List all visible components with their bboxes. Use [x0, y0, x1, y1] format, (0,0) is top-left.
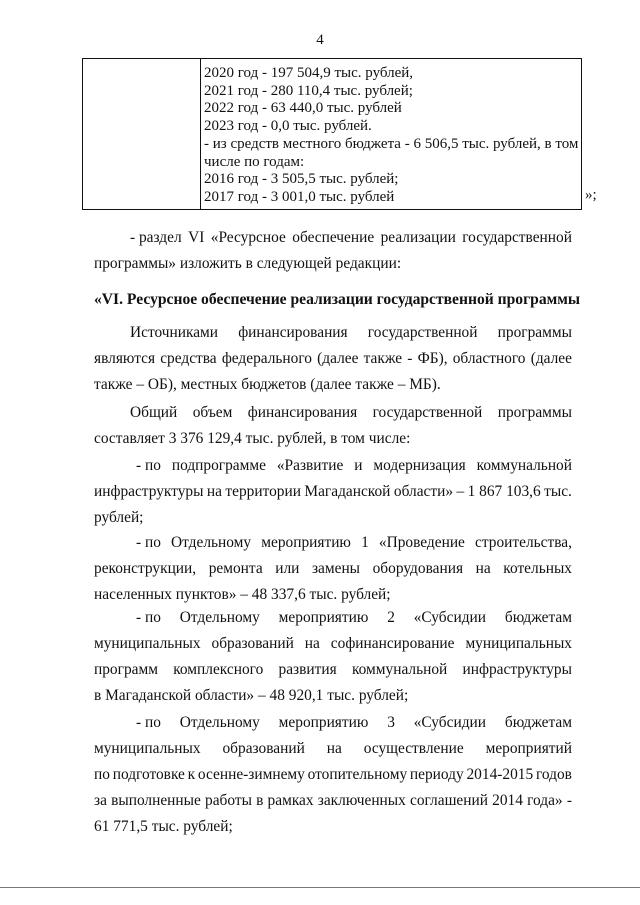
- justified-line: по подготовке к осенне-зимнему отопительному периоду 2014-2015 годов: [94, 766, 572, 783]
- justified-line: программ комплексного развития коммунальной инфраструктуры: [94, 661, 572, 678]
- justified-line: - по Отдельному мероприятию 2 «Субсидии бюджетам: [136, 609, 572, 626]
- list-item-subprogram: [94, 453, 572, 531]
- justified-line: инфраструктуры на территории Магаданской области» – 1 867 103,6 тыс.: [94, 483, 572, 500]
- text-line: в Магаданской области» – 48 920,1 тыс. рублей;: [94, 687, 409, 704]
- justified-line: - по Отдельному мероприятию 3 «Субсидии бюджетам: [136, 714, 572, 731]
- table-column-divider: [200, 59, 201, 209]
- paragraph-sources: [94, 320, 572, 398]
- justified-line: Общий объем финансирования государственной программы: [130, 404, 572, 421]
- text-line: также – ОБ), местных бюджетов (далее также – МБ).: [94, 376, 441, 393]
- justified-line: за выполненные работы в рамках заключенных соглашений 2014 года» -: [94, 792, 572, 809]
- section-heading: «VI. Ресурсное обеспечение реализации государственной программы: [94, 291, 581, 308]
- text-line: программы» изложить в следующей редакции:: [94, 255, 402, 272]
- table-line: 2023 год - 0,0 тыс. рублей.: [204, 118, 372, 135]
- page-number: 4: [316, 32, 324, 48]
- justified-line: реконструкции, ремонта или замены оборудования на котельных: [94, 560, 572, 577]
- table-line: числе по годам:: [204, 153, 305, 170]
- table-line: 2021 год - 280 110,4 тыс. рублей;: [204, 82, 413, 99]
- text-line: рублей;: [94, 509, 144, 526]
- table-line: 2022 год - 63 440,0 тыс. рублей: [204, 100, 402, 117]
- list-item-measure-3: [94, 710, 572, 840]
- justified-line: Источниками финансирования государственной программы: [130, 324, 572, 341]
- text-line: составляет 3 376 129,4 тыс. рублей, в том числе:: [94, 430, 411, 447]
- table-line: 2020 год - 197 504,9 тыс. рублей,: [204, 65, 414, 81]
- list-item-measure-1: [94, 530, 572, 608]
- justified-line: - по Отдельному мероприятию 1 «Проведение строительства,: [136, 534, 572, 551]
- budget-table: [82, 58, 582, 210]
- table-cell-budget-years: [204, 65, 578, 207]
- paragraph-total: [94, 400, 572, 452]
- intro-paragraph: [94, 225, 572, 277]
- justified-line: являются средства федерального (далее также - ФБ), областного (далее: [94, 350, 572, 367]
- table-line: 2016 год - 3 505,5 тыс. рублей;: [204, 171, 399, 188]
- text-line: 61 771,5 тыс. рублей;: [94, 818, 233, 835]
- text-line: населенных пунктов» – 48 337,6 тыс. рублей;: [94, 586, 391, 603]
- justified-line: - раздел VI «Ресурсное обеспечение реализации государственной: [130, 229, 572, 246]
- list-item-measure-2: [94, 605, 572, 709]
- justified-line: муниципальных образований на осуществление мероприятий: [94, 740, 572, 757]
- closing-quote-mark: »;: [585, 187, 597, 203]
- justified-line: муниципальных образований на софинансирование муниципальных: [94, 635, 572, 652]
- table-line: 2017 год - 3 001,0 тыс. рублей: [204, 188, 395, 205]
- justified-line: - по подпрограмме «Развитие и модернизация коммунальной: [136, 457, 572, 474]
- scan-edge-line: [0, 887, 640, 888]
- table-line: - из средств местного бюджета - 6 506,5 тыс. рублей, в том: [204, 135, 579, 152]
